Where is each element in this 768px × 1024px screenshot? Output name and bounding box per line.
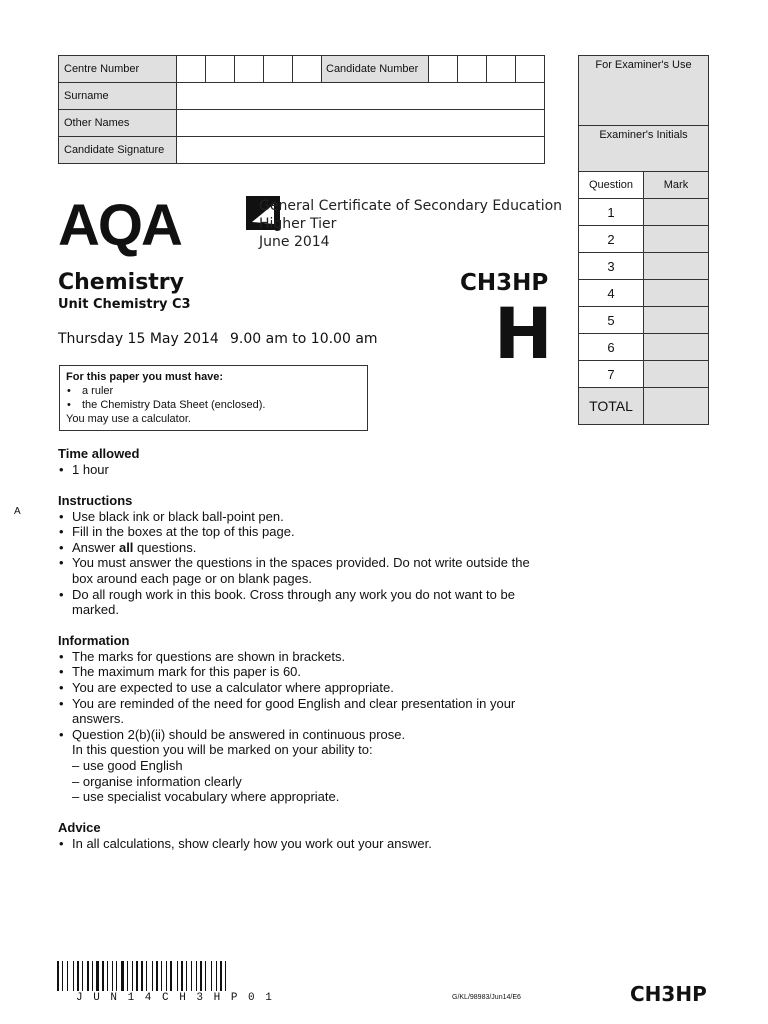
barcode-bar	[205, 961, 206, 991]
candidate-number-box[interactable]	[458, 56, 487, 83]
barcode-bar	[152, 961, 153, 991]
barcode-bar	[62, 961, 63, 991]
barcode-bar	[77, 961, 79, 991]
barcode-bar	[67, 961, 68, 991]
list-item	[58, 540, 543, 556]
candidate-number-box[interactable]	[516, 56, 545, 83]
list-item: • Do all rough work in this book. Cross through any work you do not want to be marked.	[58, 587, 543, 618]
barcode-bar	[200, 961, 202, 991]
barcode-bar	[220, 961, 222, 991]
list-item: • You are expected to use a calculator where appropriate.	[58, 680, 543, 696]
barcode-bar	[225, 961, 226, 991]
tier-letter: H	[494, 293, 553, 375]
time-allowed-list	[58, 462, 543, 478]
surname-field[interactable]	[177, 83, 545, 110]
barcode-bar	[146, 961, 147, 991]
question-col-header: Question	[579, 172, 644, 199]
other-names-field[interactable]	[177, 110, 545, 137]
barcode-bar	[170, 961, 172, 991]
total-label: TOTAL	[579, 388, 644, 425]
barcode	[57, 961, 302, 991]
barcode-bar	[87, 961, 89, 991]
advice-heading: Advice	[58, 819, 101, 835]
barcode-bar	[156, 961, 158, 991]
barcode-bar	[121, 961, 124, 991]
question-number: 5	[579, 307, 644, 334]
signature-label: Candidate Signature	[59, 137, 177, 164]
question-number: 7	[579, 361, 644, 388]
exam-time: 9.00 am to 10.00 am	[230, 331, 378, 347]
barcode-bar	[116, 961, 117, 991]
list-item: • The maximum mark for this paper is 60.	[58, 664, 543, 680]
question-number: 3	[579, 253, 644, 280]
barcode-bar	[191, 961, 192, 991]
candidate-number-box[interactable]	[487, 56, 516, 83]
mark-cell[interactable]	[644, 361, 709, 388]
list-item: • the Chemistry Data Sheet (enclosed).	[66, 398, 361, 412]
list-item: • The marks for questions are shown in brackets.	[58, 649, 543, 665]
barcode-bar	[136, 961, 138, 991]
prose-item: – organise information clearly	[72, 773, 242, 789]
barcode-bar	[102, 961, 104, 991]
side-mark: A	[14, 506, 21, 517]
centre-number-box[interactable]	[206, 56, 235, 83]
mark-cell[interactable]	[644, 199, 709, 226]
prose-intro: In this question you will be marked on your ability to:	[72, 742, 373, 758]
candidate-number-label: Candidate Number	[322, 56, 429, 83]
barcode-bar	[127, 961, 128, 991]
centre-number-label: Centre Number	[59, 56, 177, 83]
prose-item: – use good English	[72, 757, 183, 773]
barcode-bar	[132, 961, 133, 991]
qualification-line: General Certificate of Secondary Education	[259, 198, 563, 214]
exam-date: Thursday 15 May 2014	[58, 331, 219, 347]
unit-title: Unit Chemistry C3	[58, 297, 191, 312]
barcode-bar	[107, 961, 108, 991]
document-reference: G/KL/98983/Jun14/E6	[452, 994, 521, 1001]
question-number: 2	[579, 226, 644, 253]
barcode-bar	[96, 961, 99, 991]
barcode-bar	[211, 961, 212, 991]
candidate-number-box[interactable]	[429, 56, 458, 83]
instructions-column	[58, 446, 543, 851]
barcode-bar	[166, 961, 167, 991]
list-item: • You must answer the questions in the spaces provided. Do not write outside the box around each page or on blank pages.	[58, 555, 543, 586]
footer-paper-code: CH3HP	[630, 982, 707, 1006]
information-list	[58, 649, 543, 743]
qualification-block	[259, 197, 562, 251]
barcode-bar	[92, 961, 93, 991]
list-item: • Use black ink or black ball-point pen.	[58, 509, 543, 525]
instructions-heading: Instructions	[58, 492, 133, 508]
examiner-use-header: For Examiner's Use	[579, 56, 709, 126]
time-allowed-heading: Time allowed	[58, 446, 140, 461]
list-item: • a ruler	[66, 384, 361, 398]
tier-line: Higher Tier	[259, 216, 337, 232]
mark-cell[interactable]	[644, 226, 709, 253]
answer-pre: Answer	[72, 539, 119, 555]
session-line: June 2014	[259, 234, 330, 250]
centre-number-box[interactable]	[235, 56, 264, 83]
mark-col-header: Mark	[644, 172, 709, 199]
answer-bold: all	[118, 539, 134, 555]
barcode-bar	[141, 961, 143, 991]
answer-post: questions.	[133, 539, 197, 555]
barcode-text: J U N 1 4 C H 3 H P 0 1	[76, 992, 274, 1004]
advice-list	[58, 836, 543, 852]
aqa-logo-text: AQA	[58, 193, 181, 258]
centre-number-box[interactable]	[177, 56, 206, 83]
mark-cell[interactable]	[644, 280, 709, 307]
mark-cell[interactable]	[644, 253, 709, 280]
subject-title: Chemistry	[58, 270, 184, 295]
centre-number-box[interactable]	[293, 56, 322, 83]
mark-cell[interactable]	[644, 307, 709, 334]
question-number: 6	[579, 334, 644, 361]
other-names-label: Other Names	[59, 110, 177, 137]
question-number: 4	[579, 280, 644, 307]
list-item: • In all calculations, show clearly how you work out your answer.	[58, 836, 543, 852]
list-item: • You are reminded of the need for good English and clear presentation in your answers.	[58, 696, 543, 727]
total-cell[interactable]	[644, 388, 709, 425]
paper-code: CH3HP	[460, 270, 549, 296]
examiner-initials-header: Examiner's Initials	[579, 126, 709, 172]
aqa-logo	[58, 193, 228, 258]
must-have-list	[66, 384, 361, 412]
barcode-bar	[177, 961, 178, 991]
surname-label: Surname	[59, 83, 177, 110]
list-item: • Question 2(b)(ii) should be answered in continuous prose.	[58, 727, 543, 743]
list-item: • 1 hour	[58, 462, 543, 478]
mark-cell[interactable]	[644, 334, 709, 361]
barcode-bar	[181, 961, 183, 991]
barcode-bar	[82, 961, 83, 991]
information-heading: Information	[58, 632, 130, 648]
calculator-note: You may use a calculator.	[66, 413, 191, 425]
barcode-bar	[216, 961, 217, 991]
question-number: 1	[579, 199, 644, 226]
barcode-bar	[196, 961, 197, 991]
barcode-bar	[57, 961, 59, 991]
must-have-heading: For this paper you must have:	[66, 371, 224, 383]
barcode-bar	[112, 961, 113, 991]
prose-item: – use specialist vocabulary where appropriate.	[72, 789, 340, 805]
list-item: • Fill in the boxes at the top of this page.	[58, 524, 543, 540]
candidate-details-table	[58, 55, 545, 164]
must-have-box	[59, 365, 368, 431]
barcode-bar	[161, 961, 162, 991]
instructions-list	[58, 509, 543, 618]
barcode-bar	[73, 961, 74, 991]
examiner-table	[578, 55, 709, 425]
signature-field[interactable]	[177, 137, 545, 164]
barcode-bar	[186, 961, 187, 991]
centre-number-box[interactable]	[264, 56, 293, 83]
